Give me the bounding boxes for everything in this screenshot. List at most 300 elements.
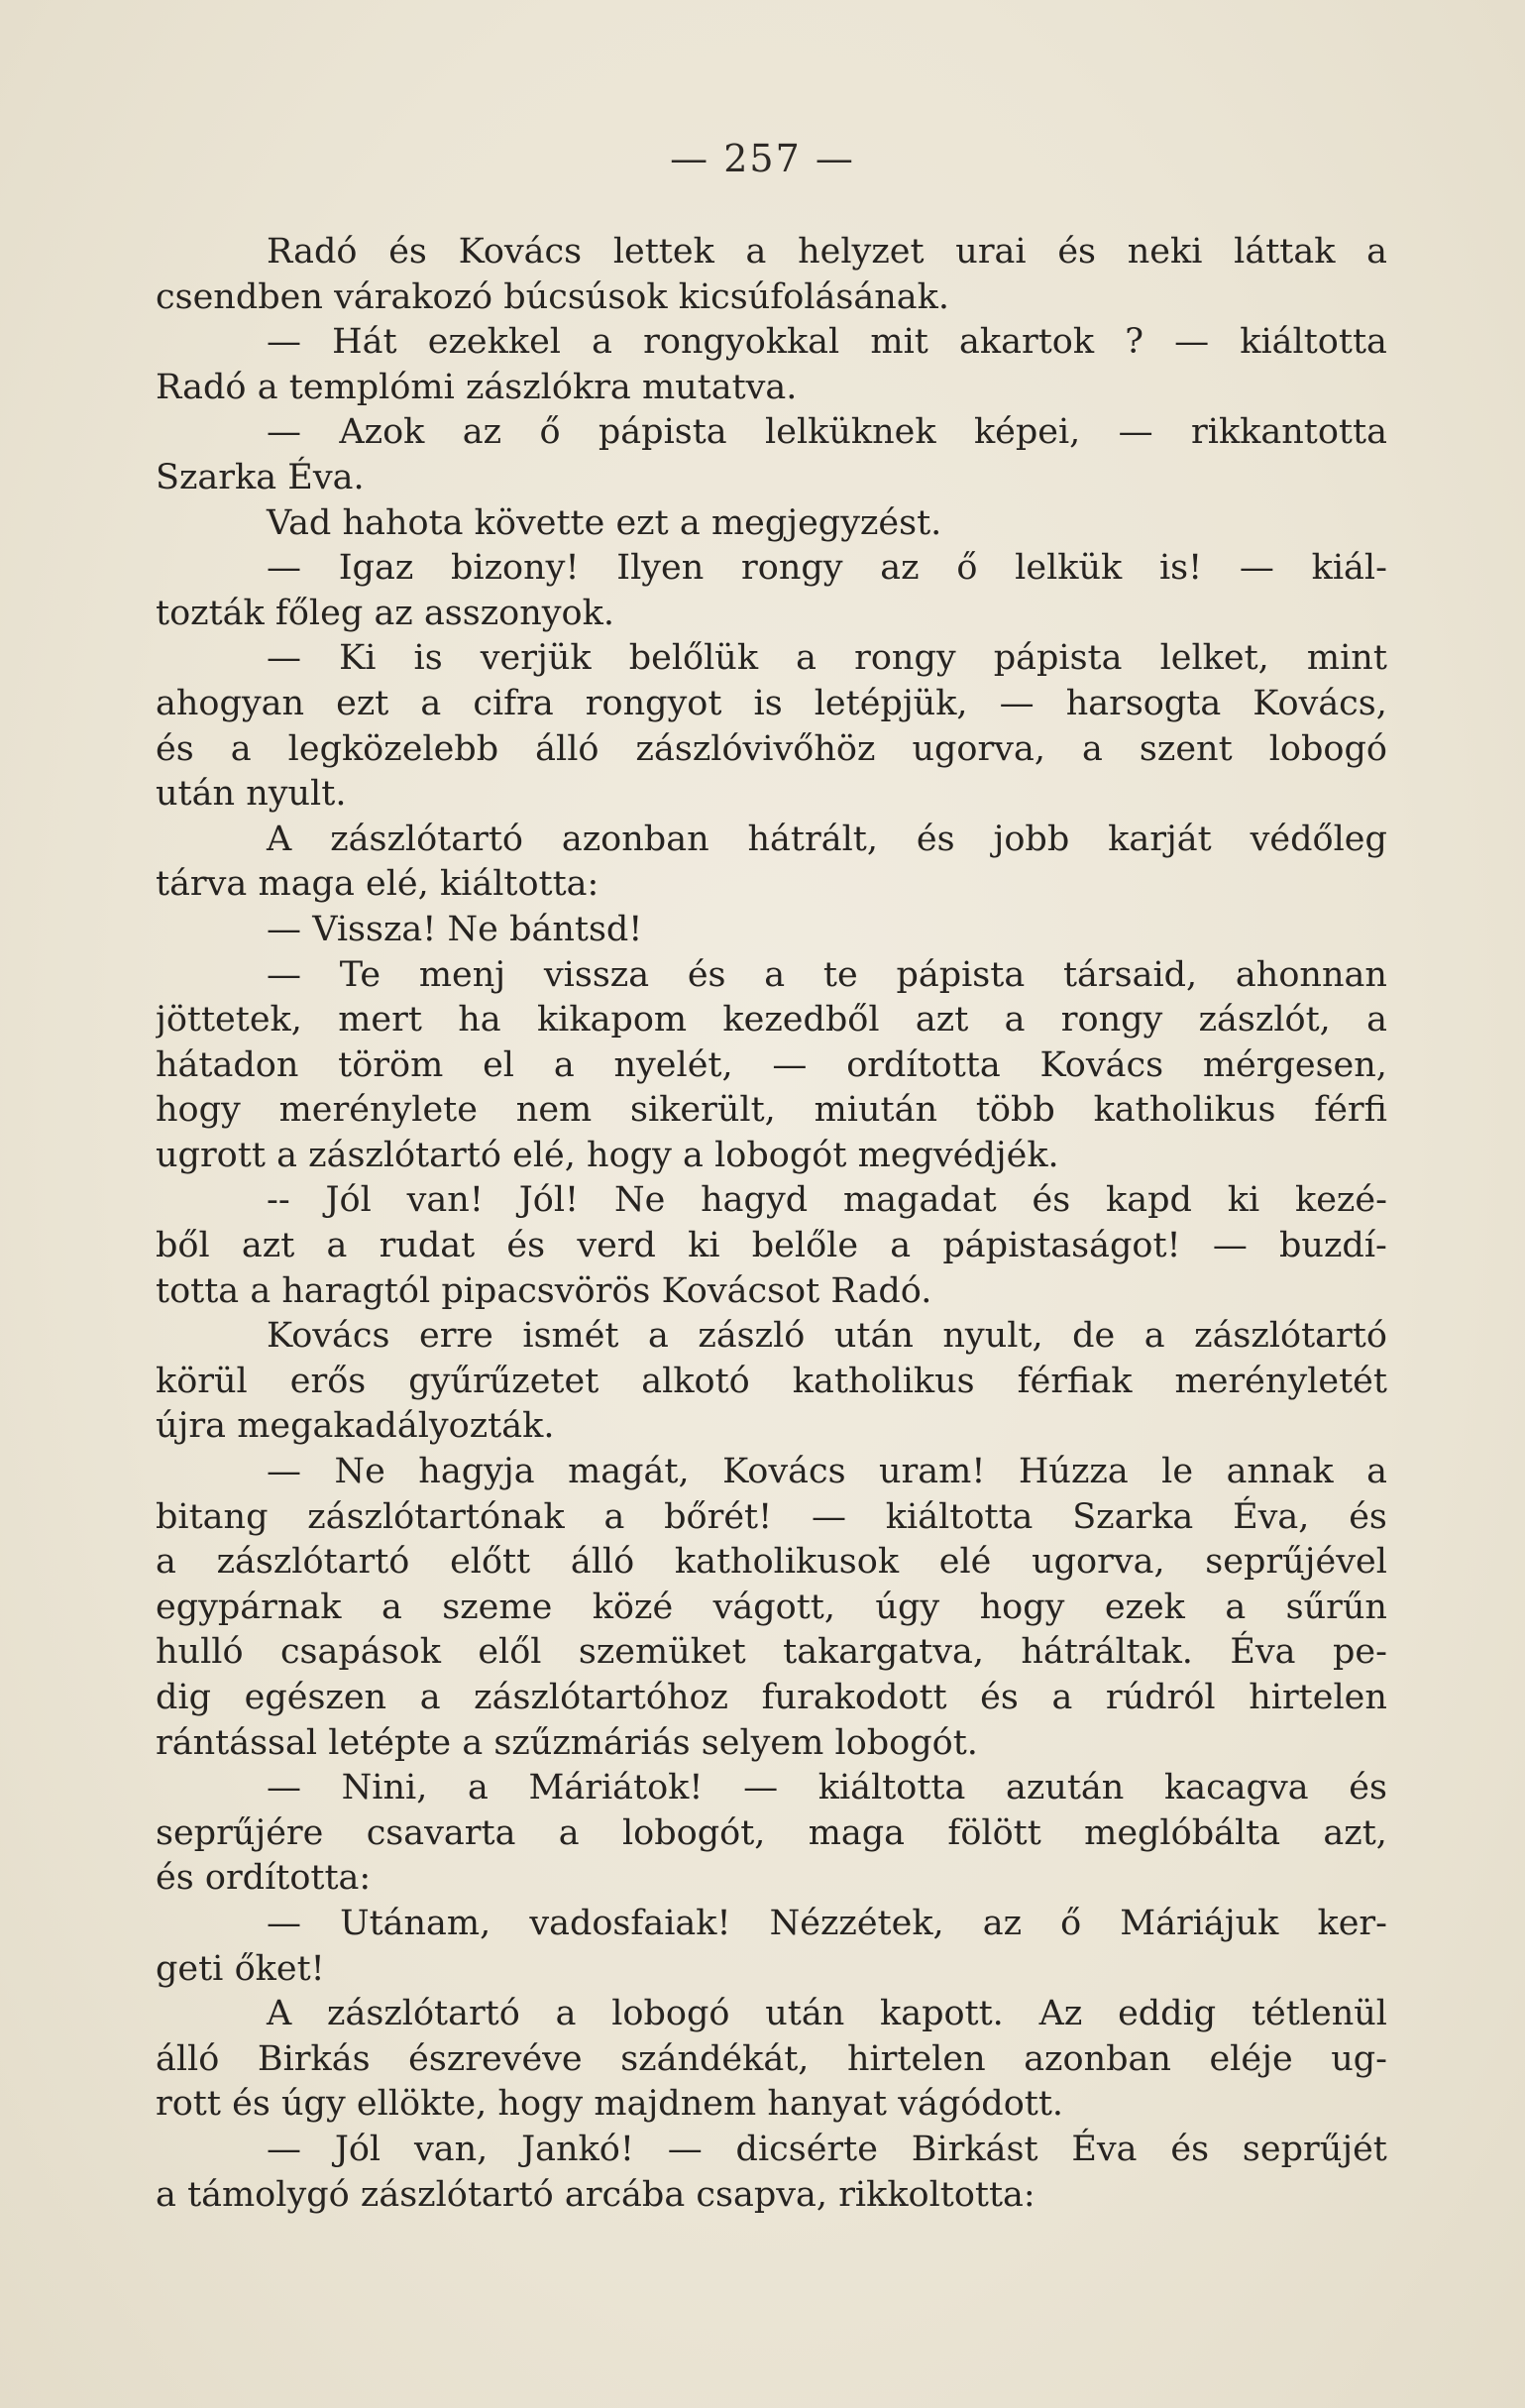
word: kezé- (1295, 1180, 1387, 1221)
word: kiáltotta: (439, 864, 599, 905)
text-line (156, 1314, 1387, 1360)
word: kiál- (1311, 548, 1387, 589)
word: geti (156, 1948, 224, 1989)
word: zászlótartó (308, 1135, 501, 1175)
word: belőle (751, 1226, 859, 1266)
word: és (156, 1858, 194, 1899)
text-line (156, 2128, 1387, 2173)
word: a (257, 367, 278, 407)
word: és (506, 1226, 546, 1266)
word: ordította (846, 1044, 1001, 1085)
word: te (822, 954, 858, 995)
word: társaid, (1062, 954, 1198, 995)
word: a (1366, 1000, 1387, 1040)
word: és (1032, 1180, 1071, 1221)
word: Ne (334, 1452, 385, 1492)
word: templómi (288, 367, 455, 407)
word: azt (915, 1000, 969, 1040)
word: zászlótartónak (307, 1496, 565, 1537)
word: selyem (701, 1722, 824, 1763)
word: asszonyok. (423, 593, 614, 633)
word: — (267, 412, 301, 453)
word: — (267, 548, 301, 589)
word: a (1225, 1587, 1247, 1627)
word: fölött (947, 1812, 1041, 1853)
text-line (156, 908, 1387, 953)
word: miután (814, 1090, 937, 1131)
word: Éva, (1233, 1496, 1310, 1537)
word: ő (539, 412, 561, 453)
text-line (156, 410, 1387, 456)
word: magadat (842, 1180, 997, 1221)
word: — (999, 683, 1035, 723)
word: a (419, 1678, 441, 1717)
word: a (683, 1135, 704, 1175)
word: dicsérte (735, 2129, 878, 2169)
text-line (156, 1178, 1387, 1224)
word: az (982, 1903, 1023, 1943)
word: ha (458, 1000, 501, 1040)
word: támolygó (187, 2174, 350, 2215)
text-line (156, 2082, 1387, 2128)
word: van, (413, 2129, 489, 2169)
word: annak (1226, 1452, 1334, 1492)
word: ő (956, 548, 978, 589)
word: a (555, 1994, 577, 2034)
word: nem (515, 1090, 593, 1131)
word: csapva, (696, 2174, 827, 2215)
word: csendben (156, 276, 323, 317)
word: bitang (156, 1496, 269, 1537)
word: férfiak (1017, 1361, 1133, 1401)
word: álló (570, 1542, 635, 1583)
word: hogy (156, 1090, 241, 1131)
word: Szarka (156, 457, 277, 497)
word: bántsd! (509, 909, 643, 949)
word: lelket, (1159, 638, 1269, 679)
word: nyelét, (613, 1044, 733, 1085)
word: a (1366, 232, 1387, 272)
word: Kovács (267, 1316, 390, 1357)
word: pápistaságot! (942, 1226, 1181, 1266)
word: lobogót, (621, 1812, 766, 1853)
word: várakozó (334, 276, 493, 317)
word: rúdról (1105, 1678, 1216, 1717)
word: kiáltotta (817, 1768, 966, 1808)
word: a (326, 1226, 348, 1266)
word: töröm (338, 1044, 444, 1085)
word: — (267, 909, 301, 949)
word: is (413, 638, 443, 679)
word: a (603, 1496, 625, 1537)
text-line (156, 682, 1387, 727)
word: a (558, 1812, 580, 1853)
word: a (156, 1542, 176, 1583)
word: katholikus (792, 1361, 975, 1401)
word: sűrűn (1285, 1587, 1387, 1627)
text-line (156, 1902, 1387, 1947)
word: főleg (274, 593, 364, 633)
word: — (267, 2129, 301, 2169)
word: tozták (156, 593, 265, 633)
word: hogy (497, 2084, 584, 2125)
word: buzdí- (1279, 1226, 1387, 1266)
word: a (1144, 1316, 1165, 1357)
text-line (156, 1360, 1387, 1405)
word: szeme (442, 1587, 553, 1627)
word: védőleg (1250, 819, 1387, 859)
word: Kovács (458, 232, 583, 272)
word: a (381, 1587, 402, 1627)
word: lelkük (1015, 548, 1123, 589)
word: lettek (612, 232, 714, 272)
text-line (156, 1586, 1387, 1631)
word: lelküknek (765, 412, 936, 453)
word: maga (258, 864, 355, 905)
word: jöttetek, (156, 1000, 302, 1040)
word: álló (156, 2038, 220, 2079)
word: bizony! (451, 548, 580, 589)
word: Kovácsot (661, 1270, 820, 1311)
word: magát, (568, 1452, 690, 1492)
word: ezekkel (427, 322, 561, 363)
word: cifra (473, 683, 554, 723)
word: sikerült, (630, 1090, 776, 1131)
text-line (156, 1992, 1387, 2037)
word: is (753, 683, 783, 723)
word: Ki (339, 638, 377, 679)
word: Kovács (1039, 1044, 1164, 1085)
word: — (812, 1496, 846, 1537)
word: Jankó! (521, 2129, 634, 2169)
word: zászlótartó (327, 1994, 520, 2034)
word: zászlókra (465, 367, 631, 407)
word: lobogó (1268, 728, 1387, 769)
word: a (468, 1768, 489, 1808)
text-line (156, 230, 1387, 275)
word: tárva (156, 864, 248, 905)
word: kikapom (536, 1000, 688, 1040)
text-line (156, 1947, 1387, 1993)
text-line (156, 1450, 1387, 1495)
word: jobb (993, 819, 1070, 859)
word: Kovács (722, 1452, 846, 1492)
word: — (743, 1768, 779, 1808)
word: vissza (543, 954, 650, 995)
text-line (156, 456, 1387, 501)
word: maga (808, 1812, 906, 1853)
word: kapott. (880, 1994, 1004, 2034)
word: eddig (1118, 1994, 1217, 2034)
word: rudat (379, 1226, 476, 1266)
word: Azok (339, 412, 425, 453)
word: dig (156, 1678, 212, 1717)
word: a (276, 1135, 297, 1175)
word: Jól (325, 1180, 372, 1221)
word: rongy (1060, 1000, 1163, 1040)
word: Az (1038, 1994, 1083, 2034)
word: a (1004, 1000, 1026, 1040)
word: le (1161, 1452, 1194, 1492)
word: szent (1139, 728, 1233, 769)
word: Jól (334, 2129, 381, 2169)
word: ből (156, 1226, 210, 1266)
text-line (156, 818, 1387, 863)
word: Máriátok! (528, 1768, 704, 1808)
word: férfi (1314, 1090, 1387, 1131)
word: és (232, 2084, 271, 2125)
text-line (156, 1721, 1387, 1767)
word: rongyokkal (643, 322, 840, 363)
word: rongyot (585, 683, 722, 723)
text-line (156, 1766, 1387, 1811)
word: de (1072, 1316, 1116, 1357)
word: a (679, 502, 701, 543)
word: van! (406, 1180, 484, 1221)
word: Vissza! (312, 909, 437, 949)
word: hátadon (156, 1044, 299, 1085)
word: azt (241, 1226, 295, 1266)
word: — (267, 322, 301, 363)
word: arcába (564, 2174, 686, 2215)
word: A (267, 819, 292, 859)
word: és (1057, 232, 1097, 272)
word: meglóbálta (1084, 1812, 1281, 1853)
word: seprűjével (1205, 1542, 1387, 1583)
word: tétlenül (1251, 1994, 1387, 2034)
word: kiáltotta (1240, 322, 1387, 363)
word: kiáltotta (885, 1496, 1034, 1537)
word: álló (535, 728, 599, 769)
word: merényletét (1174, 1361, 1387, 1401)
word: elé (938, 1542, 992, 1583)
word: ezt (336, 683, 389, 723)
word: zászlótartó (360, 2174, 554, 2215)
text-line (156, 772, 1387, 818)
word: ugorva, (1032, 1542, 1165, 1583)
word: hogy (587, 1135, 672, 1175)
word: pápista (598, 412, 727, 453)
word: hulló (156, 1632, 244, 1673)
word: zászlótartó (330, 819, 523, 859)
word: egészen (244, 1678, 387, 1717)
word: a (764, 954, 786, 995)
word: ahogyan (156, 683, 305, 723)
word: ezt (615, 502, 669, 543)
word: pipacsvörös (441, 1270, 651, 1311)
word: Radó (267, 232, 358, 272)
word: katholikus (1093, 1090, 1276, 1131)
word: vadosfaiak! (529, 1903, 731, 1943)
word: erős (289, 1361, 367, 1401)
word: csapások (279, 1632, 441, 1673)
word: zászlótartó (216, 1542, 410, 1583)
word: a (230, 728, 252, 769)
word: ellökte, (356, 2084, 488, 2125)
word: nyult, (942, 1316, 1043, 1357)
word: az (374, 593, 413, 633)
word: a (592, 322, 613, 363)
word: bőrét! (664, 1496, 773, 1537)
word: körül (156, 1361, 248, 1401)
word: menj (418, 954, 506, 995)
word: elől (478, 1632, 542, 1673)
word: újra (156, 1406, 226, 1447)
word: furakodott (761, 1678, 947, 1717)
word: seprűjét (1242, 2129, 1387, 2169)
text-line (156, 1811, 1387, 1857)
text-line (156, 275, 1387, 321)
word: el (483, 1044, 515, 1085)
word: rott (156, 2084, 221, 2125)
word: lobogót. (834, 1722, 978, 1763)
word: után (765, 1994, 845, 2034)
word: majdnem (594, 2084, 757, 2125)
word: vágódott. (898, 2084, 1064, 2125)
word: mint (1306, 638, 1387, 679)
word: is! (1158, 548, 1203, 589)
text-line (156, 1043, 1387, 1089)
word: észrevéve (408, 2038, 583, 2079)
word: szándékát, (620, 2038, 810, 2079)
word: hirtelen (846, 2038, 986, 2079)
word: urai (955, 232, 1027, 272)
word: Ne (613, 1180, 666, 1221)
word: erre (418, 1316, 493, 1357)
word: azt, (1323, 1812, 1387, 1853)
word: mérgesen, (1202, 1044, 1387, 1085)
word: kicsúfolásának. (678, 276, 949, 317)
text-line (156, 1088, 1387, 1134)
word: alkotó (641, 1361, 750, 1401)
word: Ne (447, 909, 498, 949)
word: mutatva. (641, 367, 798, 407)
word: Birkást (911, 2129, 1038, 2169)
word: szűzmáriás (493, 1722, 691, 1763)
word: — (267, 1903, 301, 1943)
body-text (156, 230, 1387, 2218)
word: elé, (366, 864, 429, 905)
word: hogy (979, 1587, 1065, 1627)
text-line (156, 727, 1387, 773)
word: rántással (156, 1722, 318, 1763)
word: Éva. (287, 457, 365, 497)
word: Éva (1230, 1632, 1296, 1673)
word: Te (339, 954, 381, 995)
word: Vad (267, 502, 332, 543)
word: szemüket (578, 1632, 746, 1673)
word: zászlót, (1198, 1000, 1331, 1040)
word: és (156, 728, 194, 769)
word: legközelebb (287, 728, 499, 769)
word: merénylete (278, 1090, 478, 1131)
word: karját (1108, 819, 1212, 859)
word: lobogó (611, 1994, 730, 2034)
word: azonban (561, 819, 709, 859)
text-line (156, 1495, 1387, 1541)
word: Birkás (257, 2038, 371, 2079)
word: és (388, 232, 427, 272)
word: az (462, 412, 502, 453)
word: a (462, 1722, 484, 1763)
word: és (1349, 1496, 1387, 1537)
word: a (250, 1270, 272, 1311)
text-line (156, 592, 1387, 637)
word: verd (577, 1226, 656, 1266)
text-line (156, 862, 1387, 908)
word: takargatva, (783, 1632, 984, 1673)
word: verjük (480, 638, 592, 679)
text-line (156, 1856, 1387, 1902)
word: Nézzétek, (769, 1903, 944, 1943)
word: — (267, 638, 301, 679)
word: Nini, (341, 1768, 428, 1808)
word: Igaz (338, 548, 414, 589)
word: ug- (1331, 2038, 1387, 2079)
word: — (267, 954, 301, 995)
text-line (156, 1540, 1387, 1586)
word: úgy (281, 2084, 346, 2125)
word: után (833, 1316, 914, 1357)
word: Hát (332, 322, 397, 363)
text-line (156, 1224, 1387, 1269)
word: Radó. (830, 1270, 932, 1311)
word: búcsúsok (503, 276, 668, 317)
text-line (156, 366, 1387, 411)
word: és (687, 954, 726, 995)
word: Jól! (518, 1180, 580, 1221)
word: ismét (522, 1316, 619, 1357)
word: — (1118, 412, 1153, 453)
word: Máriájuk (1120, 1903, 1279, 1943)
word: ker- (1317, 1903, 1387, 1943)
word: kacagva (1164, 1768, 1309, 1808)
word: ? (1125, 322, 1144, 363)
word: zászlótartóhoz (474, 1678, 728, 1717)
word: megvédjék. (857, 1135, 1059, 1175)
word: kezedből (722, 1000, 880, 1040)
word: hátrált, (747, 819, 878, 859)
word: a (648, 1316, 669, 1357)
word: ezek (1104, 1587, 1185, 1627)
word: képei, (973, 412, 1081, 453)
word: mit (870, 322, 928, 363)
word: totta (156, 1270, 240, 1311)
text-line (156, 2037, 1387, 2083)
word: a (1366, 1452, 1387, 1492)
word: és (1349, 1768, 1387, 1808)
word: letépte (328, 1722, 452, 1763)
word: — (267, 1768, 301, 1808)
word: követte (474, 502, 605, 543)
text-line (156, 1676, 1387, 1721)
word: elé, (512, 1135, 576, 1175)
word: és (980, 1678, 1019, 1717)
word: a (1082, 728, 1103, 769)
word: lobogót (714, 1135, 847, 1175)
word: hirtelen (1249, 1678, 1387, 1717)
word: közé (592, 1587, 674, 1627)
word: hátráltak. (1021, 1632, 1193, 1673)
word: hagyja (418, 1452, 535, 1492)
word: több (975, 1090, 1055, 1131)
word: azonban (1024, 2038, 1171, 2079)
word: kapd (1106, 1180, 1192, 1221)
word: egypárnak (156, 1587, 342, 1627)
word: rongy (741, 548, 843, 589)
word: — (267, 1452, 301, 1492)
word: csavarta (366, 1812, 516, 1853)
